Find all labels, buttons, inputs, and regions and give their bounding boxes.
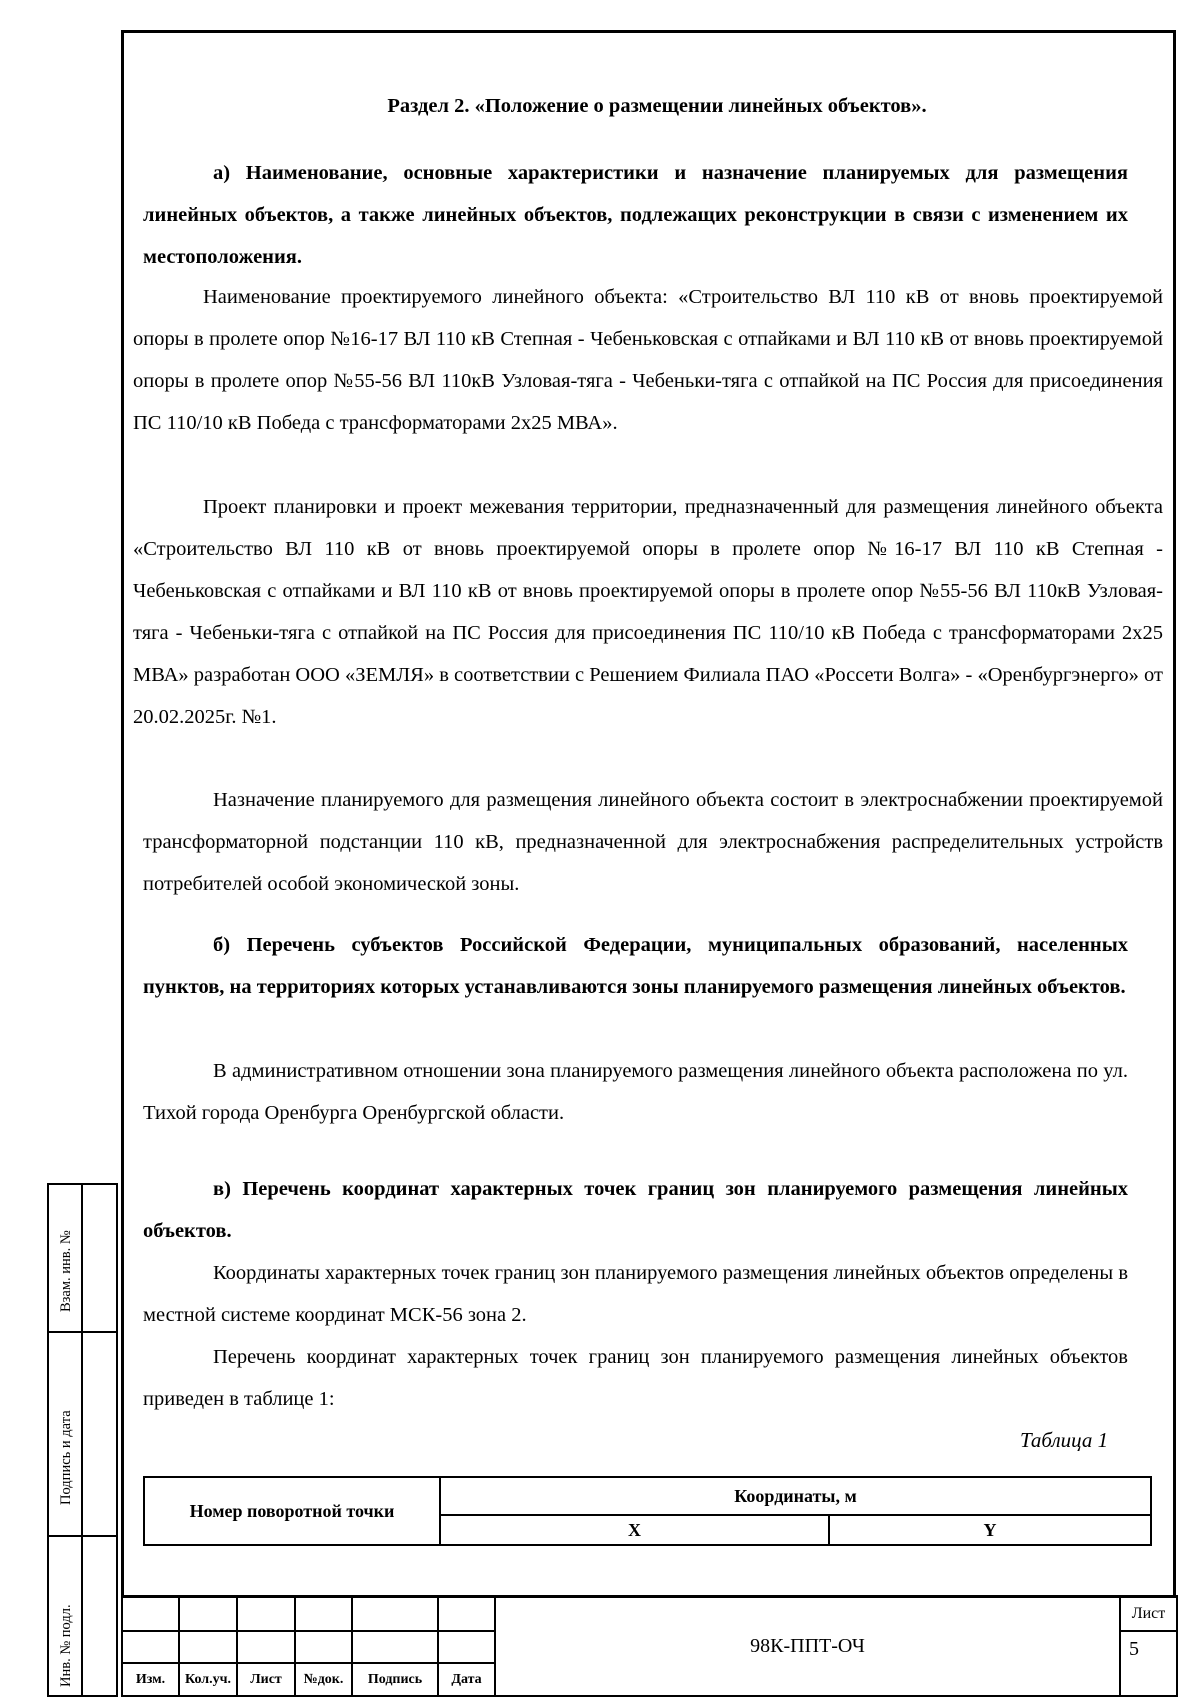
table-header-point-number: Номер поворотной точки (144, 1477, 440, 1545)
subsection-c-paragraph-2: Перечень координат характерных точек границ зон планируемого размещения линейных объектов приведен в таблице 1: (143, 1346, 1128, 1410)
table-header-coordinates: Координаты, м (440, 1477, 1151, 1515)
sheet-label: Лист (1120, 1596, 1177, 1631)
stamp-header-ndok: №док. (295, 1663, 352, 1696)
subsection-c-heading: в) Перечень координат характерных точек границ зон планируемого размещения линейных объектов. (143, 1178, 1128, 1242)
stamp-cell (295, 1631, 352, 1663)
side-cell-vzam-value (81, 1183, 118, 1333)
stamp-header-list: Лист (237, 1663, 295, 1696)
subsection-a-heading: а) Наименование, основные характеристики и назначение планируемых для размещения линейных объектов, а также линейных объектов, подлежащих реконструкции в связи с изменением их местоположения. (143, 162, 1128, 268)
table-caption: Таблица 1 (1020, 1428, 1109, 1452)
stamp-header-koluch: Кол.уч. (179, 1663, 237, 1696)
stamp-cell (438, 1631, 495, 1663)
side-cell-podpis-label: Подпись и дата (47, 1331, 83, 1537)
subsection-b-heading: б) Перечень субъектов Российской Федерации, муниципальных образований, населенных пунктов, на территориях которых устанавливаются зоны планируемого размещения линейных объектов. (143, 934, 1128, 998)
stamp-cell (438, 1596, 495, 1631)
stamp-cell (122, 1596, 179, 1631)
table-header-x: X (440, 1515, 829, 1545)
subsection-b-paragraph: В административном отношении зона планируемого размещения линейного объекта расположена по ул. Тихой города Оренбурга Оренбургской области. (143, 1060, 1128, 1124)
sheet-number: 5 (1120, 1631, 1177, 1696)
stamp-cell (179, 1631, 237, 1663)
subsection-a-paragraph-2: Проект планировки и проект межевания территории, предназначенный для размещения линейного объекта «Строительство ВЛ 110 кВ от вновь проектируемой опоры в пролете опор №16-17 ВЛ 110 кВ Степная - Чебеньковская с отпайками и ВЛ 110 кВ от вновь проектируемой опоры в пролете опор №55-56 ВЛ 110кВ Узловая-тяга - Чебеньки-тяга с отпайкой на ПС Россия для присоединения ПС 110/10 кВ Победа с трансформаторами 2х25 МВА» разработан ООО «ЗЕМЛЯ» в соответствии с Решением Филиала ПАО «Россети Волга» - «Оренбургэнерго» от 20.02.2025г. №1. (133, 496, 1163, 728)
stamp-cell (352, 1596, 438, 1631)
title-block (121, 1595, 1178, 1697)
stamp-cell (295, 1596, 352, 1631)
stamp-header-data: Дата (438, 1663, 495, 1696)
coordinates-table (143, 1476, 1152, 1546)
stamp-cell (237, 1631, 295, 1663)
side-cell-inv-value (81, 1535, 118, 1697)
stamp-cell (237, 1596, 295, 1631)
stamp-cell (352, 1631, 438, 1663)
table-header-y: Y (829, 1515, 1151, 1545)
stamp-cell (122, 1631, 179, 1663)
side-cell-vzam-label: Взам. инв. № (47, 1183, 83, 1333)
subsection-a-paragraph-1: Наименование проектируемого линейного объекта: «Строительство ВЛ 110 кВ от вновь проектируемой опоры в пролете опор №16-17 ВЛ 110 кВ Степная - Чебеньковская с отпайками и ВЛ 110 кВ от вновь проектируемой опоры в пролете опор №55-56 ВЛ 110кВ Узловая-тяга - Чебеньки-тяга с отпайкой на ПС Россия для присоединения ПС 110/10 кВ Победа с трансформаторами 2х25 МВА». (133, 286, 1163, 434)
subsection-a-paragraph-3: Назначение планируемого для размещения линейного объекта состоит в электроснабжении проектируемой трансформаторной подстанции 110 кВ, предназначенной для электроснабжения распределительных устройств потребителей особой экономической зоны. (143, 789, 1163, 895)
side-cell-inv-label: Инв. № подл. (47, 1535, 83, 1697)
side-cell-podpis-value (81, 1331, 118, 1537)
stamp-header-podpis: Подпись (352, 1663, 438, 1696)
stamp-cell (179, 1596, 237, 1631)
section-title: Раздел 2. «Положение о размещении линейных объектов». (387, 95, 927, 117)
stamp-header-izm: Изм. (122, 1663, 179, 1696)
subsection-c-paragraph-1: Координаты характерных точек границ зон планируемого размещения линейных объектов определены в местной системе координат МСК-56 зона 2. (143, 1262, 1128, 1326)
document-code: 98К-ППТ-ОЧ (495, 1596, 1120, 1696)
